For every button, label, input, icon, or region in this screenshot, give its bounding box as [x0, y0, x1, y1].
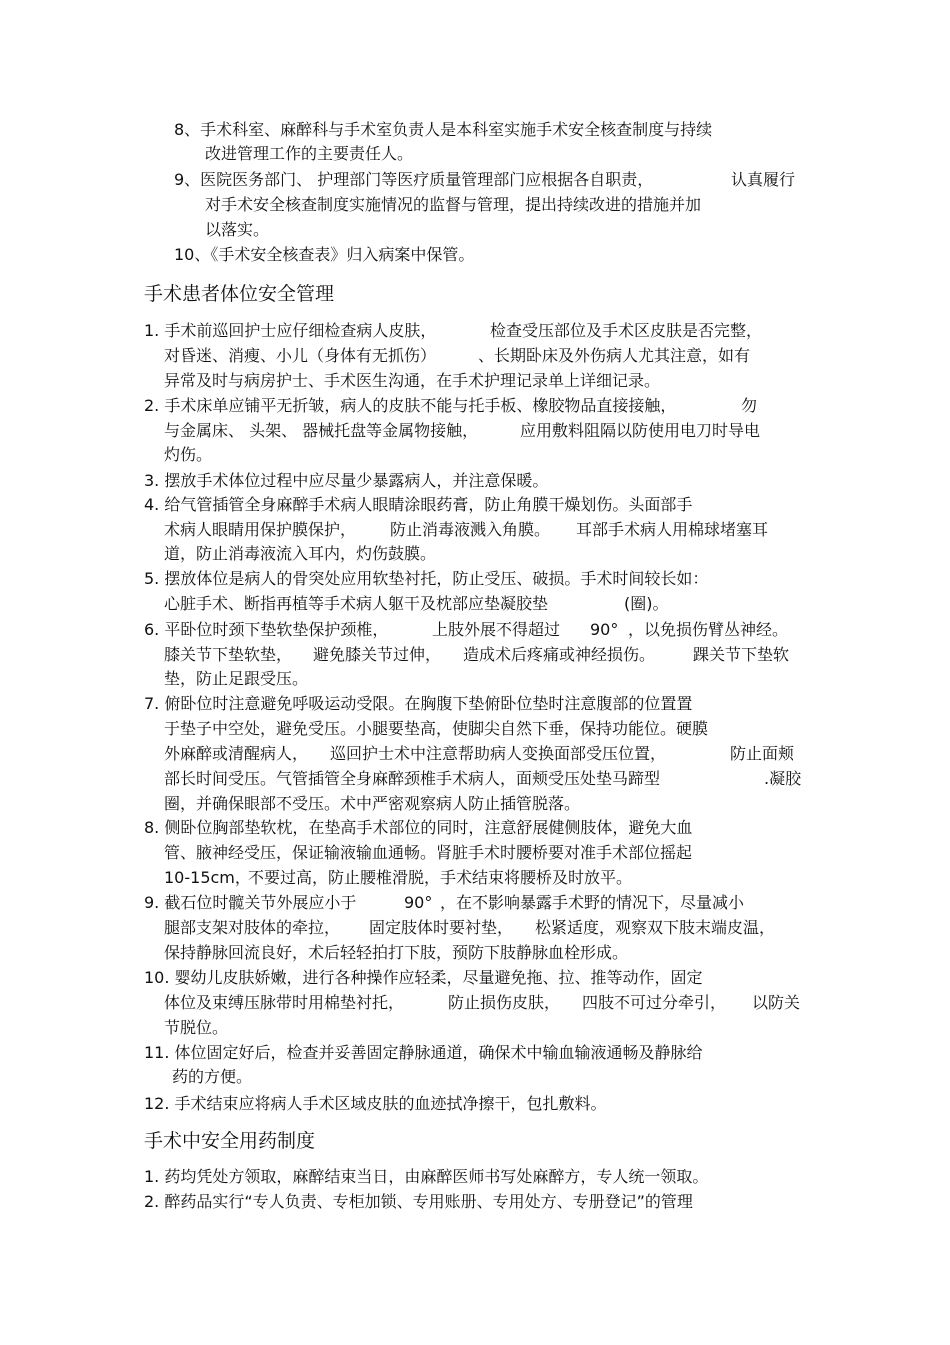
text: 6. 平卧位时颈下垫软垫保护颈椎，	[144, 620, 389, 639]
text: 上肢外展不得超过	[432, 620, 561, 639]
pos-item-7-line-4	[164, 768, 660, 790]
pos-item-2-line-2b	[520, 420, 760, 442]
text: 防止损伤皮肤，	[448, 993, 561, 1012]
item-9-line-2	[205, 194, 701, 216]
text: 垫，防止足跟受压。	[164, 669, 309, 688]
text: 节脱位。	[164, 1018, 229, 1037]
pos-item-5-line-2b	[624, 593, 669, 615]
text: 于垫子中空处，避免受压。小腿要垫高，使脚尖自然下垂，保持功能位。硬膜	[164, 719, 709, 738]
text: 防止面颊	[730, 744, 795, 763]
pos-item-4-line-1	[144, 494, 692, 516]
pos-item-10-line-2c	[582, 992, 726, 1014]
pos-item-7-line-3b	[330, 743, 666, 765]
text: 巡回护士术中注意帮助病人变换面部受压位置，	[330, 744, 667, 763]
pos-item-10-line-2	[164, 992, 404, 1014]
pos-item-7-line-3	[164, 743, 308, 765]
pos-item-10-line-2d	[752, 992, 800, 1014]
text: 8、手术科室、麻醉科与手术室负责人是本科室实施手术安全核查制度与持续	[174, 120, 713, 139]
pos-item-10-line-3	[164, 1017, 228, 1039]
text: 防止消毒液溅入角膜。	[390, 520, 551, 539]
pos-item-10-line-2b	[448, 992, 560, 1014]
item-9-line-1b	[731, 169, 795, 191]
text: 改进管理工作的主要责任人。	[205, 144, 414, 163]
text: 2. 手术床单应铺平无折皱，病人的皮肤不能与托手板、橡胶物品直接接触，	[144, 396, 677, 415]
text: 灼伤。	[164, 445, 213, 464]
text: 应用敷料阻隔以防使用电刀时导电	[520, 421, 761, 440]
text: 90°	[404, 893, 433, 912]
pos-item-2-line-2	[164, 420, 478, 442]
item-8-line-1	[174, 119, 712, 141]
item-10-line-1	[174, 244, 474, 266]
text: 部长时间受压。气管插管全身麻醉颈椎手术病人，面颊受压处垫马蹄型	[164, 769, 661, 788]
section-title-drugs	[144, 1128, 315, 1154]
pos-item-12-line-1	[144, 1093, 607, 1115]
text: 手术患者体位安全管理	[144, 283, 335, 305]
pos-item-6-line-2b	[313, 644, 441, 666]
text: 腿部支架对肢体的牵拉，	[164, 918, 341, 937]
pos-item-9-line-1	[144, 892, 356, 914]
text: 勿	[741, 396, 758, 415]
text: 异常及时与病房护士、手术医生沟通，在手术护理记录单上详细记录。	[164, 371, 661, 390]
text: 踝关节下垫软	[693, 645, 790, 664]
pos-item-4-line-2b	[390, 519, 550, 541]
text: 对手术安全核查制度实施情况的监督与管理，提出持续改进的措施并加	[205, 195, 702, 214]
pos-item-8-line-2	[164, 842, 692, 864]
pos-item-6-line-2c	[463, 644, 655, 666]
text: 90°	[590, 620, 619, 639]
text: 药的方便。	[172, 1067, 253, 1086]
pos-item-8-line-3b	[248, 867, 632, 889]
pos-item-3-line-1	[144, 470, 548, 492]
pos-item-7-line-2	[164, 718, 708, 740]
drug-item-2-line-1	[144, 1191, 693, 1213]
item-9-line-3	[205, 219, 269, 241]
item-9-line-1	[174, 169, 653, 191]
text: 10、《手术安全核查表》归入病案中保管。	[174, 245, 475, 264]
text: 5. 摆放体位是病人的骨突处应用软垫衬托，防止受压、破损。手术时间较长如：	[144, 569, 709, 588]
text: 圈，并确保眼部不受压。术中严密观察病人防止插管脱落。	[164, 794, 581, 813]
pos-item-7-line-5	[164, 793, 580, 815]
text: 2. 醉药品实行“专人负责、专柜加锁、专用账册、专用处方、专册登记”的管理	[144, 1192, 693, 1211]
text: .凝胶	[764, 769, 802, 788]
text: 4. 给气管插管全身麻醉手术病人眼睛涂眼药膏，防止角膜干燥划伤。头面部手	[144, 495, 693, 514]
pos-item-6-line-1c	[590, 619, 618, 641]
pos-item-1-line-1b	[490, 320, 762, 342]
text: 、长期卧床及外伤病人尤其注意，如有	[478, 346, 751, 365]
pos-item-1-line-2	[164, 345, 436, 367]
pos-item-4-line-2	[164, 519, 356, 541]
text: 11. 体位固定好后，检查并妥善固定静脉通道，确保术中输血输液通畅及静脉给	[144, 1043, 703, 1062]
text: 检查受压部位及手术区皮肤是否完整，	[490, 321, 763, 340]
pos-item-6-line-3	[164, 668, 308, 690]
pos-item-4-line-3	[164, 543, 436, 565]
pos-item-11-line-2	[172, 1066, 252, 1088]
text: 1. 手术前巡回护士应仔细检查病人皮肤，	[144, 321, 437, 340]
pos-item-8-line-1	[144, 817, 692, 839]
text: 造成术后疼痛或神经损伤。	[463, 645, 656, 664]
text: 以防关	[752, 993, 801, 1012]
text: ，以免损伤臂丛神经。	[628, 620, 789, 639]
text: 保持静脉回流良好，术后轻轻拍打下肢，预防下肢静脉血栓形成。	[164, 943, 629, 962]
pos-item-8-line-3	[164, 867, 251, 889]
text: 与金属床、 头架、 器械托盘等金属物接触，	[164, 421, 479, 440]
pos-item-1-line-2b	[478, 345, 750, 367]
pos-item-2-line-1b	[741, 395, 757, 417]
pos-item-11-line-1	[144, 1042, 703, 1064]
text: 体位及束缚压脉带时用棉垫衬托，	[164, 993, 405, 1012]
text: 管、腋神经受压，保证输液输血通畅。肾脏手术时腰桥要对准手术部位摇起	[164, 843, 693, 862]
text: 7. 俯卧位时注意避免呼吸运动受限。在胸腹下垫俯卧位垫时注意腹部的位置置	[144, 694, 693, 713]
pos-item-9-line-2b	[369, 917, 513, 939]
pos-item-6-line-2d	[693, 644, 789, 666]
text: 对昏迷、消瘦、小儿（身体有无抓伤）	[164, 346, 437, 365]
text: 外麻醉或清醒病人，	[164, 744, 309, 763]
text: 避免膝关节过伸，	[313, 645, 442, 664]
section-title-positioning	[144, 281, 334, 307]
pos-item-2-line-1	[144, 395, 676, 417]
pos-item-9-line-1c	[440, 892, 744, 914]
text: 道，防止消毒液流入耳内，灼伤鼓膜。	[164, 544, 437, 563]
text: 膝关节下垫软垫，	[164, 645, 293, 664]
text: 手术中安全用药制度	[144, 1130, 316, 1152]
text: 以落实。	[205, 220, 270, 239]
pos-item-6-line-2	[164, 644, 292, 666]
text: 认真履行	[731, 170, 796, 189]
text: 不要过高，防止腰椎滑脱，手术结束将腰桥及时放平。	[248, 868, 633, 887]
pos-item-9-line-2	[164, 917, 340, 939]
text: 9. 截石位时髋关节外展应小于	[144, 893, 357, 912]
pos-item-6-line-1d	[628, 619, 788, 641]
pos-item-7-line-4b	[764, 768, 801, 790]
text: 3. 摆放手术体位过程中应尽量少暴露病人，并注意保暖。	[144, 471, 549, 490]
text: 固定肢体时要衬垫，	[369, 918, 514, 937]
text: 8. 侧卧位胸部垫软枕，在垫高手术部位的同时，注意舒展健侧肢体，避免大血	[144, 818, 693, 837]
pos-item-4-line-2c	[576, 519, 768, 541]
text: 心脏手术、断指再植等手术病人躯干及枕部应垫凝胶垫	[164, 594, 549, 613]
text: 1. 药均凭处方领取，麻醉结束当日，由麻醉医师书写处麻醉方，专人统一领取。	[144, 1167, 709, 1186]
text: 12. 手术结束应将病人手术区域皮肤的血迹拭净擦干，包扎敷料。	[144, 1094, 607, 1113]
text: ，在不影响暴露手术野的情况下，尽量减小	[440, 893, 745, 912]
pos-item-10-line-1	[144, 967, 703, 989]
pos-item-7-line-1	[144, 693, 692, 715]
pos-item-5-line-1	[144, 568, 708, 590]
text: 10-15cm，	[164, 868, 251, 887]
pos-item-6-line-1b	[432, 619, 560, 641]
pos-item-2-line-3	[164, 444, 212, 466]
text: 四肢不可过分牵引，	[582, 993, 727, 1012]
text: 术病人眼睛用保护膜保护，	[164, 520, 357, 539]
text: 耳部手术病人用棉球堵塞耳	[576, 520, 769, 539]
text: 10. 婴幼儿皮肤娇嫩，进行各种操作应轻柔，尽量避免拖、拉、推等动作，固定	[144, 968, 703, 987]
text: 松紧适度，观察双下肢末端皮温，	[535, 918, 776, 937]
pos-item-9-line-2c	[535, 917, 775, 939]
pos-item-5-line-2	[164, 593, 548, 615]
pos-item-6-line-1	[144, 619, 388, 641]
pos-item-1-line-1	[144, 320, 436, 342]
pos-item-9-line-1b	[404, 892, 432, 914]
pos-item-7-line-3c	[730, 743, 794, 765]
text: (圈)。	[624, 594, 669, 613]
item-8-line-2	[205, 143, 413, 165]
drug-item-1-line-1	[144, 1166, 708, 1188]
pos-item-1-line-3	[164, 370, 660, 392]
text: 9、医院医务部门、 护理部门等医疗质量管理部门应根据各自职责，	[174, 170, 654, 189]
pos-item-9-line-3	[164, 942, 628, 964]
